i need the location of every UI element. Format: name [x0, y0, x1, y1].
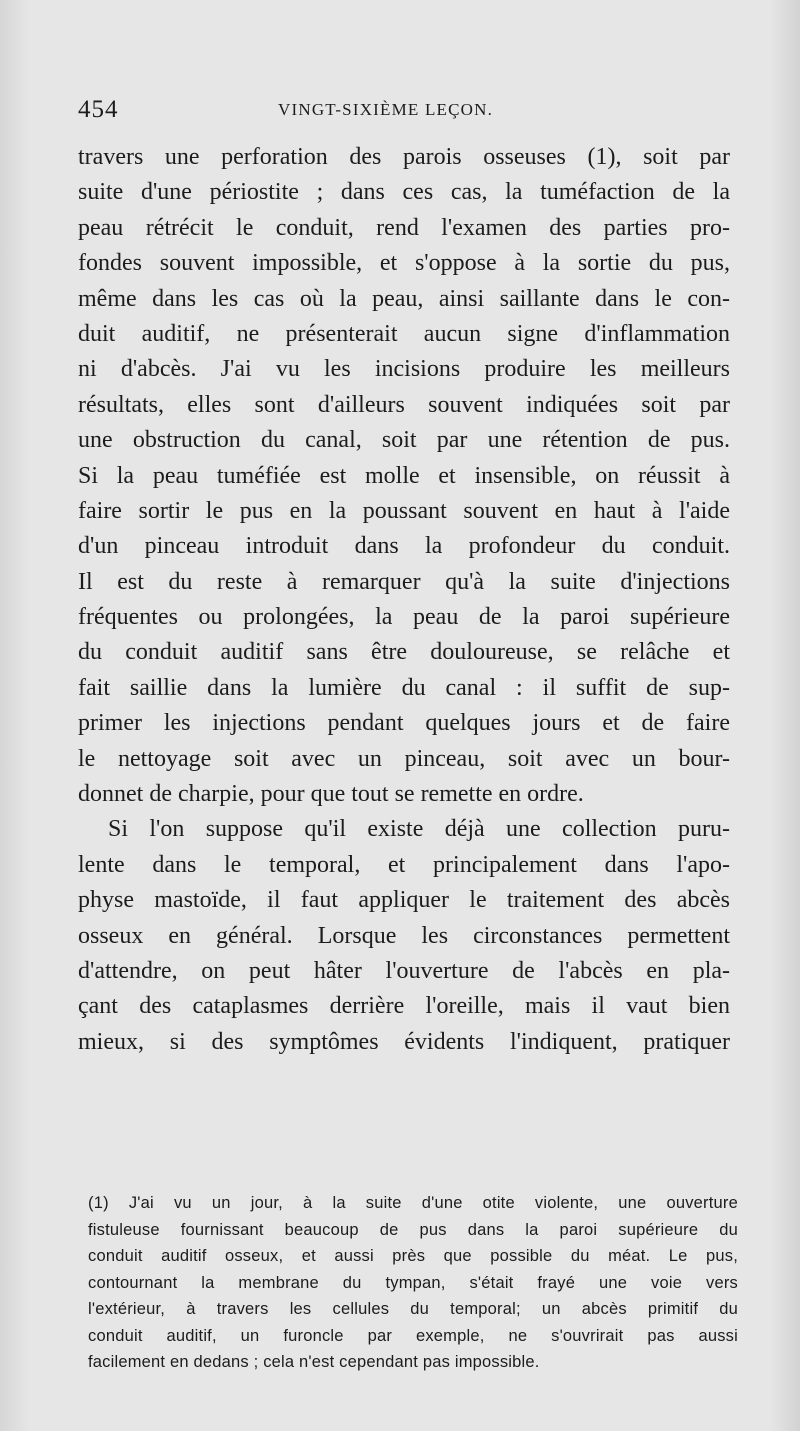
- body-line: çant des cataplasmes derrière l'oreille, mais il vaut bien: [78, 993, 730, 1020]
- footnote-line: conduit auditif osseux, et aussi près que possible du méat. Le pus,: [88, 1247, 738, 1265]
- footnote-line: conduit auditif, un furoncle par exemple, ne s'ouvrirait pas aussi: [88, 1326, 738, 1345]
- body-line: Si l'on suppose qu'il existe déjà une collection puru-: [108, 816, 730, 843]
- body-line: d'attendre, on peut hâter l'ouverture de l'abcès en pla-: [78, 957, 730, 984]
- body-line: peau rétrécit le conduit, rend l'examen des parties pro-: [78, 214, 730, 241]
- page-header: [78, 96, 728, 130]
- body-line: suite d'une périostite ; dans ces cas, la tuméfaction de la: [78, 179, 730, 206]
- body-line: mieux, si des symptômes évidents l'indiquent, pratiquer: [78, 1028, 730, 1055]
- body-line: ni d'abcès. J'ai vu les incisions produire les meilleurs: [78, 356, 730, 383]
- running-head: VINGT-SIXIÈME LEÇON.: [278, 100, 494, 119]
- body-line: Il est du reste à remarquer qu'à la suite d'injections: [78, 568, 730, 595]
- footnote-line: facilement en dedans ; cela n'est cependant pas impossible.: [88, 1353, 540, 1371]
- footnote: [88, 1190, 738, 1376]
- body-line: une obstruction du canal, soit par une rétention de pus.: [78, 427, 730, 454]
- footnote-line: l'extérieur, à travers les cellules du temporal; un abcès primitif du: [88, 1300, 738, 1318]
- body-line: le nettoyage soit avec un pinceau, soit avec un bour-: [78, 745, 730, 772]
- body-line: faire sortir le pus en la poussant souvent en haut à l'aide: [78, 497, 730, 524]
- body-line: travers une perforation des parois osseuses (1), soit par: [78, 144, 730, 170]
- body-line: osseux en général. Lorsque les circonstances permettent: [78, 922, 730, 949]
- page-number: 454: [78, 96, 119, 123]
- footnote-line: (1) J'ai vu un jour, à la suite d'une otite violente, une ouverture: [88, 1194, 738, 1212]
- body-line: fréquentes ou prolongées, la peau de la paroi supérieure: [78, 604, 730, 631]
- body-line: résultats, elles sont d'ailleurs souvent indiquées soit par: [78, 391, 730, 418]
- body-line: fondes souvent impossible, et s'oppose à la sortie du pus,: [78, 250, 730, 277]
- body-line: lente dans le temporal, et principalement dans l'apo-: [78, 851, 730, 878]
- body-line: physe mastoïde, il faut appliquer le traitement des abcès: [78, 887, 730, 914]
- body-line: primer les injections pendant quelques jours et de faire: [78, 710, 730, 737]
- body-line: Si la peau tuméfiée est molle et insensible, on réussit à: [78, 462, 730, 489]
- footnote-line: contournant la membrane du tympan, s'était frayé une voie vers: [88, 1273, 738, 1292]
- body-text: [78, 140, 730, 1060]
- body-line: duit auditif, ne présenterait aucun signe d'inflammation: [78, 320, 730, 347]
- body-line: donnet de charpie, pour que tout se remette en ordre.: [78, 781, 584, 808]
- body-line: fait saillie dans la lumière du canal : il suffit de sup-: [78, 674, 730, 701]
- body-line: du conduit auditif sans être douloureuse, se relâche et: [78, 639, 730, 666]
- body-line: d'un pinceau introduit dans la profondeur du conduit.: [78, 533, 730, 560]
- body-line: même dans les cas où la peau, ainsi saillante dans le con-: [78, 285, 730, 312]
- footnote-line: fistuleuse fournissant beaucoup de pus dans la paroi supérieure du: [88, 1220, 738, 1239]
